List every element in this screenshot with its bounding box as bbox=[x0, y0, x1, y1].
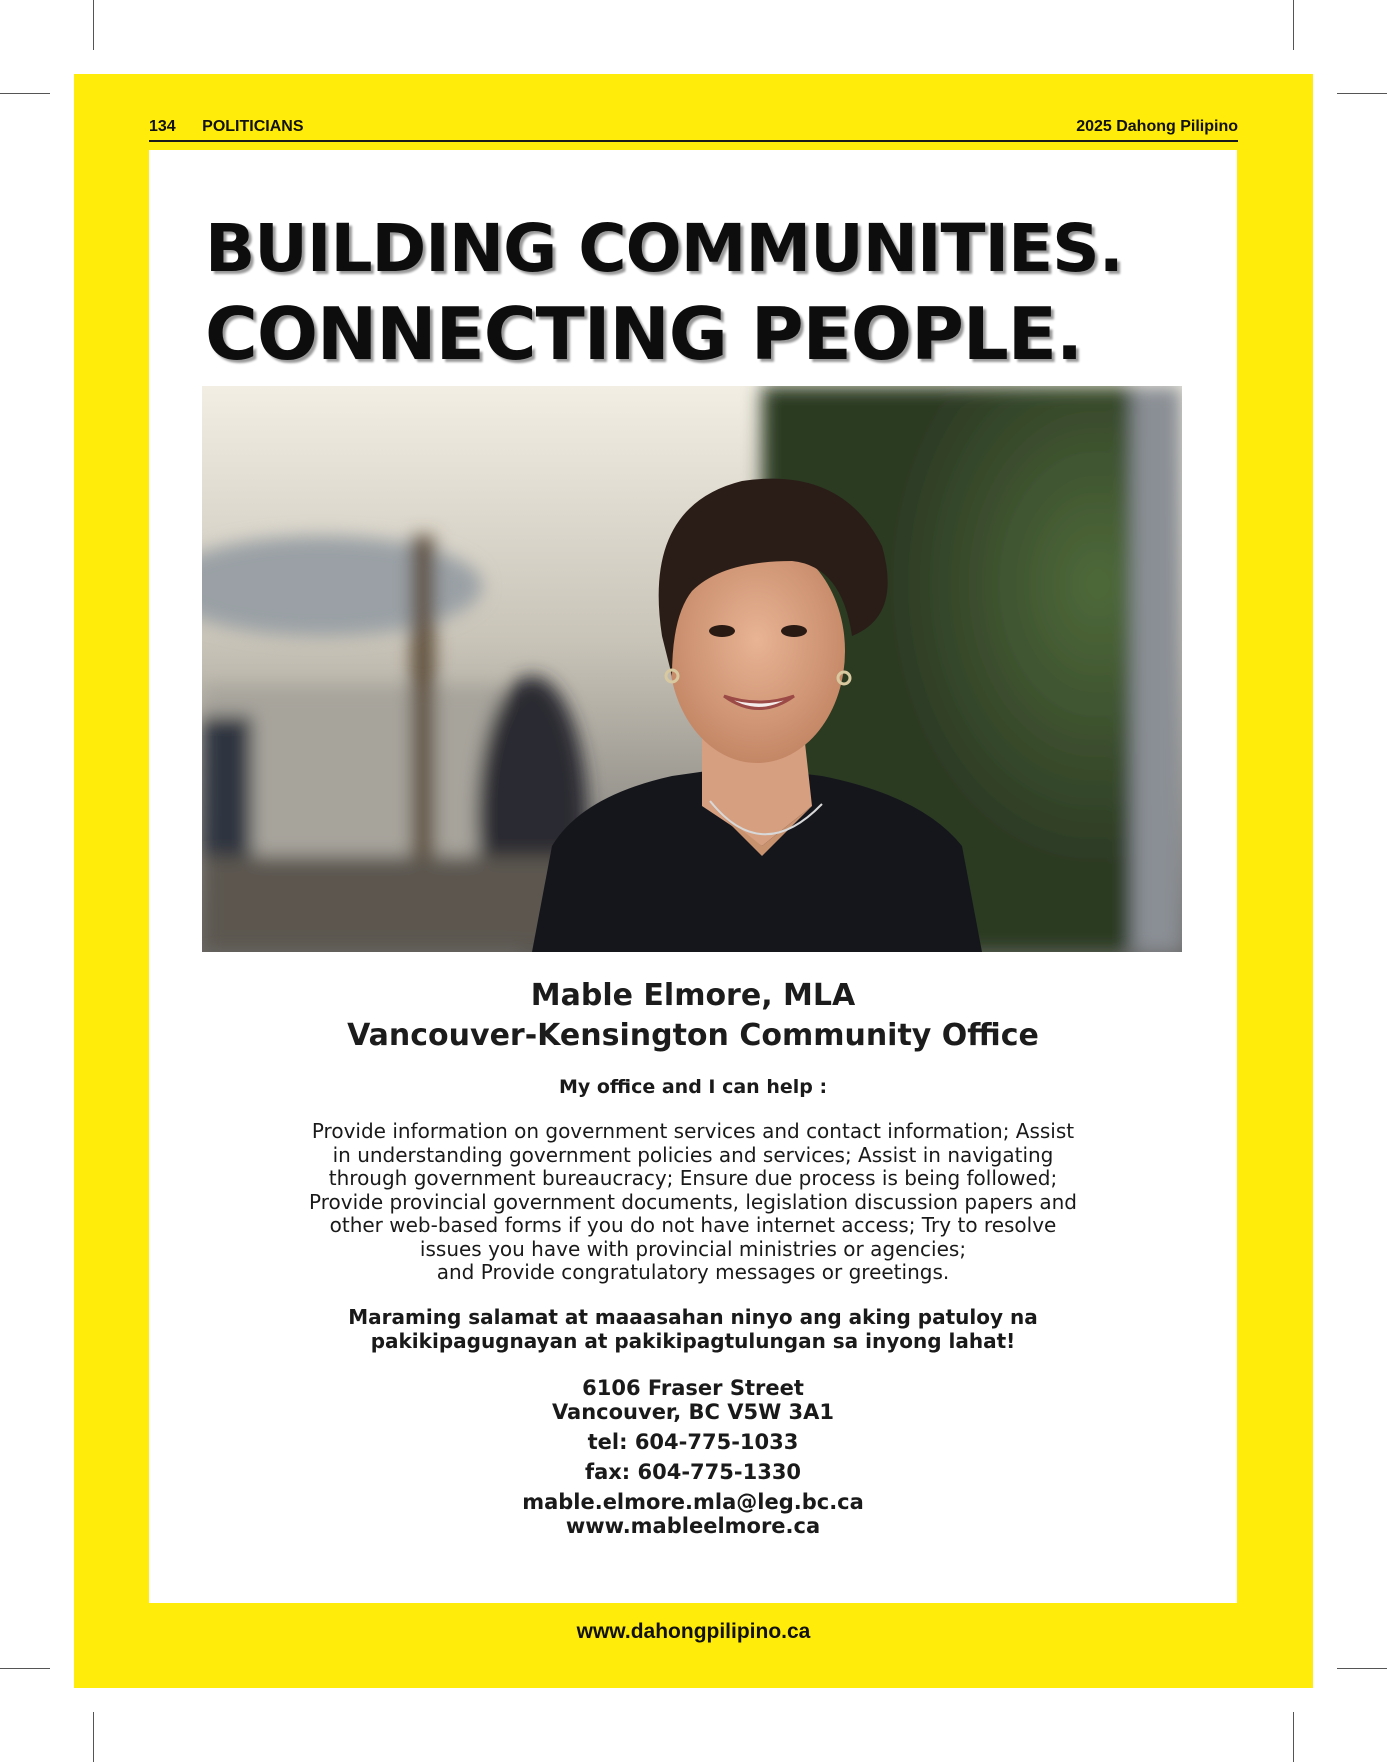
running-header bbox=[149, 116, 1238, 142]
help-line: in understanding government policies and services; Assist in navigating bbox=[332, 1142, 1054, 1167]
crop-mark bbox=[1293, 1712, 1294, 1762]
portrait-photo bbox=[202, 386, 1182, 952]
street-address: 6106 Fraser Street bbox=[582, 1376, 804, 1400]
crop-mark bbox=[1293, 0, 1294, 50]
telephone: tel: 604-775-1033 bbox=[587, 1430, 799, 1454]
mla-name-block bbox=[149, 976, 1237, 1056]
mla-name: Mable Elmore, MLA bbox=[530, 978, 856, 1013]
help-line: Provide provincial government documents, legislation discussion papers and bbox=[309, 1189, 1077, 1214]
website-link[interactable]: www.mableelmore.ca bbox=[565, 1514, 821, 1538]
crop-mark bbox=[0, 1668, 50, 1669]
crop-mark bbox=[1337, 93, 1387, 94]
contact-block bbox=[149, 1376, 1237, 1538]
city-address: Vancouver, BC V5W 3A1 bbox=[551, 1400, 835, 1424]
help-line: issues you have with provincial ministries or agencies; bbox=[419, 1236, 967, 1261]
header-left bbox=[149, 118, 304, 136]
crop-mark bbox=[1337, 1668, 1387, 1669]
thank-you-message bbox=[229, 1305, 1157, 1353]
help-line: through government bureaucracy; Ensure due process is being followed; bbox=[328, 1166, 1058, 1190]
page-number: 134 bbox=[149, 118, 176, 135]
help-line: other web-based forms if you do not have internet access; Try to resolve bbox=[329, 1213, 1057, 1237]
email-link[interactable]: mable.elmore.mla@leg.bc.ca bbox=[522, 1490, 864, 1514]
fax: fax: 604-775-1330 bbox=[584, 1460, 802, 1484]
crop-mark bbox=[93, 1712, 94, 1762]
section-label: POLITICIANS bbox=[202, 118, 304, 135]
thanks-line-1: Maraming salamat at maaasahan ninyo ang aking patuloy na bbox=[348, 1305, 1038, 1329]
footer-website-link[interactable]: www.dahongpilipino.ca bbox=[576, 1620, 811, 1643]
advertisement-panel bbox=[149, 150, 1237, 1603]
help-line: and Provide congratulatory messages or greetings. bbox=[436, 1260, 950, 1284]
crop-mark bbox=[93, 0, 94, 50]
help-title: My office and I can help : bbox=[558, 1076, 828, 1098]
yellow-page bbox=[74, 74, 1313, 1688]
help-description bbox=[259, 1120, 1127, 1285]
help-line: Provide information on government services and contact information; Assist bbox=[311, 1119, 1075, 1143]
publication-name: 2025 Dahong Pilipino bbox=[1076, 118, 1238, 135]
thanks-line-2: pakikipagugnayan at pakikipagtulungan sa inyong lahat! bbox=[370, 1329, 1016, 1353]
crop-mark bbox=[0, 93, 50, 94]
office-name: Vancouver-Kensington Community Office bbox=[347, 1018, 1039, 1053]
headline-line-2: CONNECTING PEOPLE. bbox=[205, 292, 1083, 376]
headline-line-1: BUILDING COMMUNITIES. bbox=[205, 210, 1123, 287]
